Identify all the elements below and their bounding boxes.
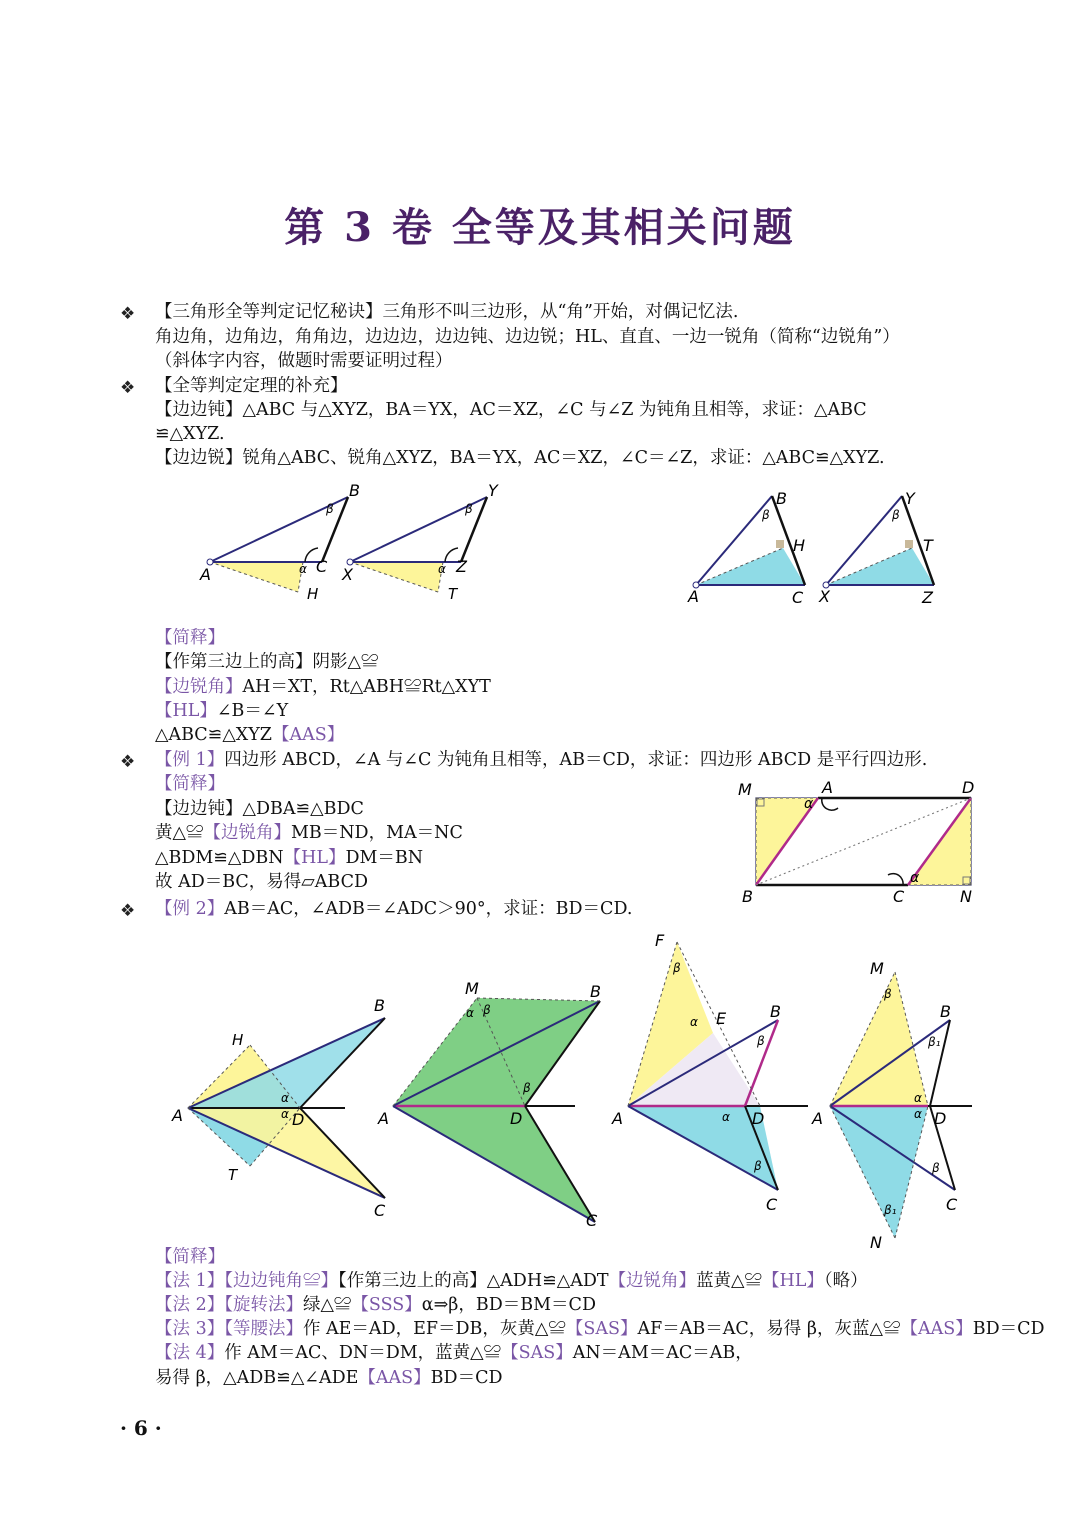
supplement-heading: 【全等判定定理的补充】 [155,376,348,396]
label-beta: β [884,987,892,1001]
obtuse-statement-1: 【边边钝】△ABC 与△XYZ，BA＝YX，AC＝XZ，∠C 与∠Z 为钝角且相等，求证：△ABC [155,400,867,420]
intro-line-3: （斜体字内容，做题时需要证明过程） [155,351,453,371]
label-alpha: α [281,1091,289,1105]
label-T: T [228,1166,238,1184]
explain-tag: 【简释】 [155,1247,225,1267]
method-text: AF＝AB＝AC，易得 β，灰蓝△≌ [637,1319,901,1339]
label-alpha: α [804,796,814,812]
method-tag: 【法 2】 [155,1295,225,1315]
label-beta: β [762,508,770,522]
label-Z: Z [456,557,467,576]
label-alpha: α [914,1091,922,1105]
label-A: A [688,587,699,606]
method-text: 作 AE＝AD，EF＝DB，灰黄△≌ [302,1319,566,1339]
method-tag: 【HL】 [762,1271,824,1291]
method-tag: 【边锐角】 [608,1271,697,1291]
label-beta: β [754,1159,762,1173]
method-tag: 【AAS】 [271,725,345,745]
label-A: A [200,565,211,584]
label-C: C [766,1195,778,1214]
explain1-line1: 【作第三边上的高】阴影△≌ [155,652,379,672]
label-T: T [923,536,933,555]
explain-tag: 【简释】 [155,628,225,648]
label-beta: β [673,961,681,975]
method-4-line2 [155,1366,502,1390]
bullet-icon: ❖ [120,304,136,324]
label-alpha: α [910,870,920,886]
label-X: X [819,587,830,606]
label-H: H [307,585,319,603]
label-D: D [962,778,975,797]
method-tag: 【HL】 [155,701,217,721]
explain1-line3-text: ∠B＝∠Y [216,701,289,721]
label-H: H [232,1031,244,1049]
label-B: B [374,996,385,1015]
label-M: M [465,979,479,998]
label-A: A [822,778,833,797]
method-text: 【作第三边上的高】△ADH≌△ADT [337,1271,609,1291]
label-Z: Z [922,588,933,607]
explain1-line4-text: △ABC≌△XYZ [155,725,272,745]
label-B: B [776,489,787,508]
intro-line-1: 【三角形全等判定记忆秘诀】三角形不叫三边形，从“角”开始，对偶记忆法. [155,302,739,322]
label-alpha: α [690,1015,698,1029]
method-text: 绿△≌ [302,1295,352,1315]
label-alpha: α [914,1107,922,1121]
label-M: M [870,959,884,978]
method-tag: 【法 3】 [155,1319,225,1339]
acute-statement: 【边边锐】锐角△ABC、锐角△XYZ，BA＝YX，AC＝XZ，∠C＝∠Z，求证：△ABC≌△XYZ. [155,448,885,468]
method-4 [155,1341,753,1365]
label-A: A [612,1109,623,1128]
label-T: T [448,585,458,603]
label-alpha: α [438,562,446,576]
label-C: C [946,1195,958,1214]
label-N: N [870,1233,882,1252]
label-Y: Y [905,489,915,508]
explain1-line2-text: AH＝XT，Rt△ABH≌Rt△XYT [242,677,491,697]
bullet-icon: ❖ [120,901,136,921]
example1-line1: 【边边钝】△DBA≌△BDC [155,799,364,819]
example1-line2-text: MB＝ND，MA＝NC [290,823,463,843]
label-beta: β [892,508,900,522]
label-beta: β [932,1161,940,1175]
method-name: 【等腰法】 [224,1319,303,1339]
example2-text: AB＝AC，∠ADB＝∠ADC＞90°，求证：BD＝CD. [224,899,633,919]
method-text: 作 AM＝AC、DN＝DM，蓝黄△≌ [224,1343,502,1363]
method-tag: 【边锐角】 [203,823,291,843]
method-tag: 【SAS】 [501,1343,573,1363]
label-B: B [349,481,360,500]
label-Y: Y [488,481,498,500]
label-beta: β [523,1081,531,1095]
example1-line2-pre: 黄△≌ [155,823,204,843]
method-1 [155,1269,868,1293]
label-X: X [342,565,353,584]
example1-line3-pre: △BDM≌△DBN [155,848,284,868]
label-beta: β [326,502,334,516]
label-C: C [792,588,804,607]
label-A: A [812,1109,823,1128]
label-alpha: α [722,1110,730,1124]
label-N: N [960,887,972,906]
method-tag: 【HL】 [283,848,346,868]
method-name: 【边边钝角≌】 [224,1271,338,1291]
label-beta: β [483,1003,491,1017]
example1-text: 四边形 ABCD，∠A 与∠C 为钝角且相等，AB＝CD，求证：四边形 ABCD 是平行四边形. [224,750,928,770]
example1-line3-text: DM＝BN [345,848,424,868]
label-D: D [752,1109,765,1128]
method-text: （略） [823,1271,868,1291]
label-B: B [940,1002,951,1021]
method-3 [155,1317,1045,1341]
label-alpha: α [466,1006,474,1020]
label-beta1: β₁ [884,1203,897,1217]
label-M: M [738,780,752,799]
obtuse-statement-2: ≌△XYZ. [155,424,225,444]
intro-line-2: 角边角，边角边，角角边，边边边，边边钝、边边锐；HL、直直、一边一锐角（简称“边锐角”） [155,327,900,347]
bullet-icon: ❖ [120,752,136,772]
method-tag: 【SSS】 [351,1295,422,1315]
label-D: D [292,1110,305,1129]
label-alpha: α [299,562,307,576]
label-B: B [770,1002,781,1021]
page-number: · 6 · [120,1416,162,1440]
method-tag: 【边锐角】 [155,677,243,697]
method-name: 【旋转法】 [224,1295,303,1315]
label-C: C [374,1201,386,1220]
label-H: H [793,536,806,555]
method-text: α⇒β，BD＝BM＝CD [421,1295,596,1315]
label-E: E [716,1009,727,1028]
method-text: 蓝黄△≌ [696,1271,763,1291]
method-tag: 【法 4】 [155,1343,225,1363]
example-tag: 【例 1】 [155,750,225,770]
explain-tag: 【简释】 [155,774,225,794]
method-tag: 【AAS】 [900,1319,973,1339]
label-C: C [316,557,328,576]
method-tag: 【SAS】 [565,1319,638,1339]
method-2 [155,1293,596,1317]
label-alpha: α [281,1107,289,1121]
label-C: C [586,1211,598,1230]
method-text: BD＝CD [430,1368,503,1388]
example-tag: 【例 2】 [155,899,225,919]
method-tag: 【AAS】 [358,1368,431,1388]
label-beta: β [757,1034,765,1048]
method-text: 易得 β，△ADB≌△∠ADE [155,1368,359,1388]
label-B: B [590,982,601,1001]
label-beta1: β₁ [928,1035,941,1049]
label-C: C [893,887,905,906]
label-D: D [510,1109,523,1128]
label-D: D [934,1109,947,1128]
method-tag: 【法 1】 [155,1271,225,1291]
method-text: BD＝CD [972,1319,1045,1339]
example1-line4: 故 AD＝BC，易得▱ABCD [155,872,369,892]
label-A: A [378,1109,389,1128]
page-title: 第 3 卷 全等及其相关问题 [284,204,796,251]
bullet-icon: ❖ [120,378,136,398]
method-text: AN＝AM＝AC＝AB， [572,1343,753,1363]
label-F: F [655,931,665,950]
label-A: A [172,1106,183,1125]
label-B: B [742,887,753,906]
label-beta: β [465,502,473,516]
